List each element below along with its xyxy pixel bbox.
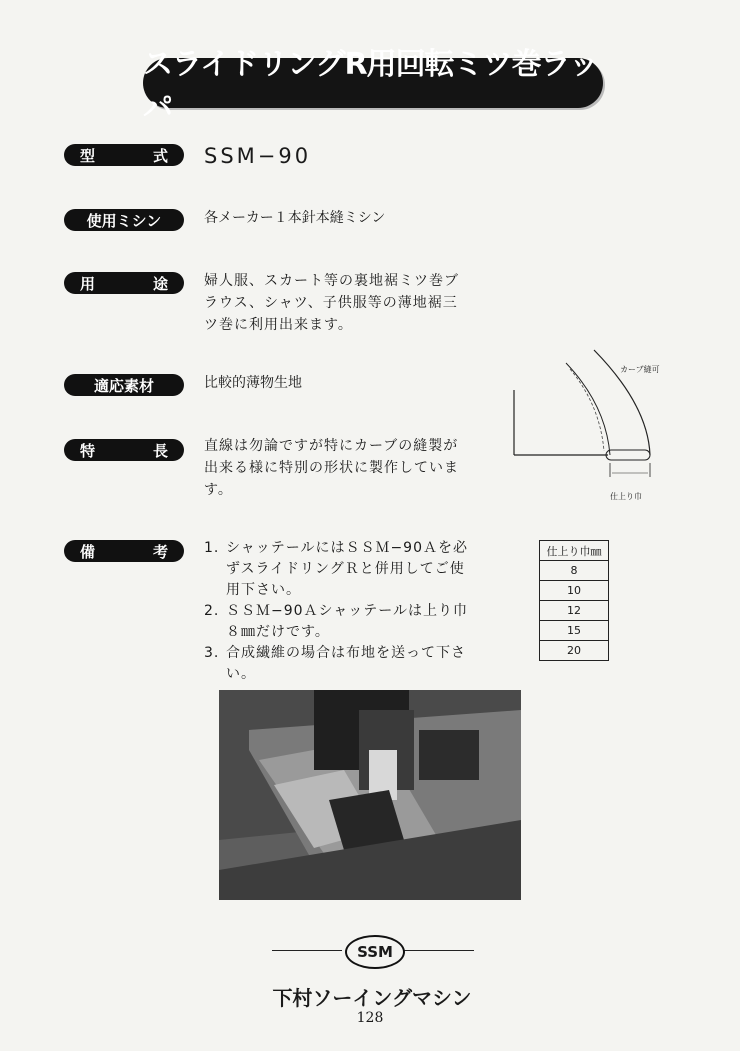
- footer-rule-left: [272, 950, 342, 951]
- label-model: [64, 144, 184, 166]
- note-item: [204, 538, 476, 601]
- label-model-a: 型: [80, 146, 96, 165]
- company-name: 下村ソーイングマシン: [272, 986, 472, 1010]
- label-machine: 使用ミシン: [64, 209, 184, 231]
- note-text: ＳＳＭ−90Ａシャッテールは上り巾８㎜だけです。: [226, 603, 468, 640]
- notes-list: [204, 538, 476, 685]
- table-row: [540, 601, 609, 621]
- footer-rule-right: [404, 950, 474, 951]
- label-feature-b: 長: [152, 441, 168, 460]
- feature-line: 出来る様に特別の形状に製作していま: [204, 460, 459, 476]
- table-row: [540, 581, 609, 601]
- usage-line: 婦人服、スカート等の裏地裾ミツ巻ブ: [204, 273, 459, 289]
- product-photo: [219, 690, 521, 900]
- table-cell: 10: [540, 581, 609, 601]
- table-header: 仕上り巾㎜: [540, 541, 609, 561]
- model-value: SSM−90: [204, 144, 312, 168]
- note-number: 1.: [204, 540, 220, 556]
- note-item: [204, 643, 476, 685]
- table-cell: 15: [540, 621, 609, 641]
- note-number: 3.: [204, 645, 220, 661]
- label-usage-a: 用: [80, 274, 96, 293]
- machine-value: 各メーカー１本針本縫ミシン: [204, 210, 386, 226]
- ssm-logo: SSM: [345, 935, 405, 969]
- note-number: 2.: [204, 603, 220, 619]
- table-row: [540, 641, 609, 661]
- usage-line: ラウス、シャツ、子供服等の薄地裾三: [204, 295, 458, 311]
- label-usage: [64, 272, 184, 294]
- width-label: 仕上り巾: [610, 492, 642, 501]
- label-model-b: 式: [152, 146, 168, 165]
- usage-value: [204, 270, 459, 336]
- label-feature-a: 特: [80, 441, 96, 460]
- note-item: [204, 601, 476, 643]
- feature-line: 直線は勿論ですが特にカーブの縫製が: [204, 438, 459, 454]
- note-text: シャッテールにはＳＳＭ−90Ａを必ずスライドリングＲと併用してご使用下さい。: [226, 540, 468, 598]
- feature-value: [204, 435, 459, 501]
- label-feature: [64, 439, 184, 461]
- curve-label: カーブ縫可: [620, 365, 660, 374]
- table-cell: 20: [540, 641, 609, 661]
- page-number: 128: [356, 1010, 384, 1026]
- label-notes-a: 備: [80, 542, 96, 561]
- label-notes: [64, 540, 184, 562]
- curve-sewing-diagram: [508, 345, 668, 505]
- note-text: 合成繊維の場合は布地を送って下さい。: [226, 645, 466, 682]
- material-value: 比較的薄物生地: [204, 375, 302, 391]
- finish-width-table: [539, 540, 609, 661]
- page-title: スライドリングR用回転ミツ巻ラッパ: [143, 58, 603, 108]
- table-cell: 8: [540, 561, 609, 581]
- table-row: [540, 621, 609, 641]
- feature-line: す。: [204, 482, 233, 498]
- usage-line: ツ巻に利用出来ます。: [204, 317, 353, 333]
- sewing-machine-photo: [219, 690, 521, 900]
- table-cell: 12: [540, 601, 609, 621]
- label-notes-b: 考: [152, 542, 168, 561]
- table-header-row: [540, 541, 609, 561]
- label-material: 適応素材: [64, 374, 184, 396]
- label-usage-b: 途: [152, 274, 168, 293]
- table-row: [540, 561, 609, 581]
